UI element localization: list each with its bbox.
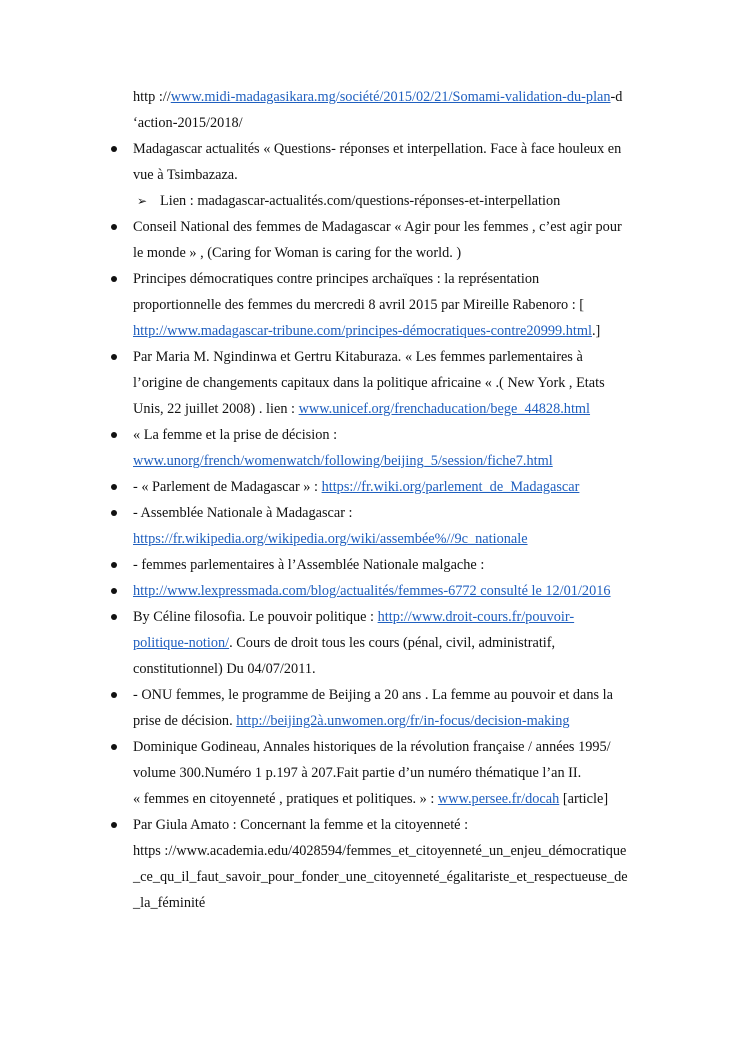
- bullet-icon: [111, 146, 117, 152]
- reference-link[interactable]: www.unicef.org/frenchaducation/bege_44828.html: [298, 401, 591, 417]
- reference-text: - ONU femmes, le programme de Beijing a 20 ans . La femme au pouvoir et dans la: [133, 687, 613, 703]
- bullet-icon: [111, 224, 117, 230]
- reference-item: [0, 344, 745, 422]
- reference-text: Principes démocratiques contre principes archaïques : la représentation: [133, 271, 540, 287]
- reference-text: « La femme et la prise de décision :: [133, 427, 338, 443]
- reference-line: [133, 344, 657, 370]
- reference-item: [0, 214, 745, 266]
- reference-line: [160, 188, 657, 214]
- reference-text: .]: [591, 323, 601, 339]
- reference-line: [133, 162, 657, 188]
- reference-line: [133, 708, 657, 734]
- reference-line: [133, 526, 657, 552]
- reference-text: https ://www.academia.edu/4028594/femmes_et_citoyenneté_un_enjeu_démocratique: [133, 843, 627, 859]
- reference-link[interactable]: www.unorg/french/womenwatch/following/beijing_5/session/fiche7.html: [133, 453, 553, 469]
- bullet-icon: [111, 588, 117, 594]
- reference-item: [0, 812, 745, 916]
- bullet-icon: [111, 276, 117, 282]
- reference-text: - Assemblée Nationale à Madagascar :: [133, 505, 353, 521]
- reference-line: [133, 136, 657, 162]
- reference-line: [133, 656, 657, 682]
- reference-item: [0, 682, 745, 734]
- reference-line: [133, 734, 657, 760]
- reference-item: [0, 136, 745, 188]
- reference-text: Madagascar actualités « Questions- réponses et interpellation. Face à face houleux en: [133, 141, 622, 157]
- reference-line: [133, 760, 657, 786]
- reference-text: prise de décision.: [133, 713, 237, 729]
- reference-line: [133, 890, 657, 916]
- reference-text: [article]: [559, 791, 609, 807]
- reference-text: Par Giula Amato : Concernant la femme et la citoyenneté :: [133, 817, 469, 833]
- reference-item: [0, 266, 745, 344]
- bullet-icon: [111, 432, 117, 438]
- reference-item: [0, 552, 745, 578]
- reference-item: [0, 578, 745, 604]
- reference-line: [133, 396, 657, 422]
- reference-text: Lien : madagascar-actualités.com/questions-réponses-et-interpellation: [160, 193, 561, 209]
- reference-line: [133, 552, 657, 578]
- bullet-icon: [111, 510, 117, 516]
- reference-text: http ://: [133, 89, 171, 105]
- bullet-icon: [111, 354, 117, 360]
- reference-item: [0, 84, 745, 136]
- reference-line: [133, 422, 657, 448]
- arrow-bullet-icon: ➢: [137, 194, 148, 208]
- bullet-icon: [111, 562, 117, 568]
- reference-item: [0, 604, 745, 682]
- reference-link[interactable]: www.midi-madagasikara.mg/société/2015/02/21/Somami-validation-du-plan: [170, 89, 611, 105]
- reference-text: . Cours de droit tous les cours (pénal, civil, administratif,: [229, 635, 556, 651]
- reference-line: [133, 266, 657, 292]
- reference-line: [133, 812, 657, 838]
- reference-list: [0, 84, 745, 916]
- reference-link[interactable]: http://beijing2à.unwomen.org/fr/in-focus/decision-making: [236, 713, 570, 729]
- reference-line: [133, 838, 657, 864]
- reference-text: Conseil National des femmes de Madagascar « Agir pour les femmes , c’est agir pour: [133, 219, 622, 235]
- reference-item: [0, 500, 745, 552]
- bullet-icon: [111, 692, 117, 698]
- reference-line: [133, 630, 657, 656]
- reference-line: [133, 682, 657, 708]
- reference-link[interactable]: http://www.droit-cours.fr/pouvoir-: [377, 609, 575, 625]
- reference-line: [133, 292, 657, 318]
- reference-item: [0, 188, 745, 214]
- reference-text: Dominique Godineau, Annales historiques de la révolution française / années 1995/: [133, 739, 611, 755]
- reference-text: le monde » , (Caring for Woman is caring for the world. ): [133, 245, 462, 261]
- reference-line: [133, 578, 657, 604]
- reference-line: [133, 318, 657, 344]
- reference-text: « femmes en citoyenneté , pratiques et politiques. » :: [133, 791, 438, 807]
- reference-line: [133, 604, 657, 630]
- reference-link[interactable]: https://fr.wiki.org/parlement_de_Madagascar: [321, 479, 580, 495]
- reference-text: proportionnelle des femmes du mercredi 8 avril 2015 par Mireille Rabenoro : [: [133, 297, 585, 313]
- reference-line: [133, 500, 657, 526]
- reference-line: [133, 864, 657, 890]
- reference-text: ‘action-2015/2018/: [133, 115, 243, 131]
- reference-text: Unis, 22 juillet 2008) . lien :: [133, 401, 299, 417]
- reference-text: - femmes parlementaires à l’Assemblée Nationale malgache :: [133, 557, 485, 573]
- reference-item: [0, 474, 745, 500]
- reference-link[interactable]: politique-notion/: [133, 635, 230, 651]
- reference-line: [133, 214, 657, 240]
- reference-line: [133, 110, 657, 136]
- reference-text: - « Parlement de Madagascar » :: [133, 479, 322, 495]
- bullet-icon: [111, 822, 117, 828]
- reference-text: -d: [610, 89, 623, 105]
- reference-line: [133, 240, 657, 266]
- reference-link[interactable]: http://www.lexpressmada.com/blog/actualités/femmes-6772 consulté le 12/01/2016: [133, 583, 611, 599]
- bullet-icon: [111, 614, 117, 620]
- reference-link[interactable]: https://fr.wikipedia.org/wikipedia.org/wiki/assembée%//9c_nationale: [133, 531, 528, 547]
- reference-text: _ce_qu_il_faut_savoir_pour_fonder_une_citoyenneté_égalitariste_et_respectueuse_de: [133, 869, 628, 885]
- reference-link[interactable]: http://www.madagascar-tribune.com/principes-démocratiques-contre20999.html: [133, 323, 592, 339]
- reference-line: [133, 448, 657, 474]
- reference-text: _la_féminité: [133, 895, 206, 911]
- bullet-icon: [111, 484, 117, 490]
- reference-line: [133, 474, 657, 500]
- reference-text: l’origine de changements capitaux dans la politique africaine « .( New York , Etats: [133, 375, 605, 391]
- reference-text: vue à Tsimbazaza.: [133, 167, 238, 183]
- reference-text: constitutionnel) Du 04/07/2011.: [133, 661, 316, 677]
- reference-line: [133, 84, 657, 110]
- bullet-icon: [111, 744, 117, 750]
- reference-text: By Céline filosofia. Le pouvoir politique :: [133, 609, 378, 625]
- reference-line: [133, 370, 657, 396]
- reference-text: volume 300.Numéro 1 p.197 à 207.Fait partie d’un numéro thématique l’an II.: [133, 765, 582, 781]
- reference-item: [0, 734, 745, 812]
- reference-text: Par Maria M. Ngindinwa et Gertru Kitaburaza. « Les femmes parlementaires à: [133, 349, 583, 365]
- reference-item: [0, 422, 745, 474]
- reference-line: [133, 786, 657, 812]
- reference-link[interactable]: www.persee.fr/docah: [437, 791, 560, 807]
